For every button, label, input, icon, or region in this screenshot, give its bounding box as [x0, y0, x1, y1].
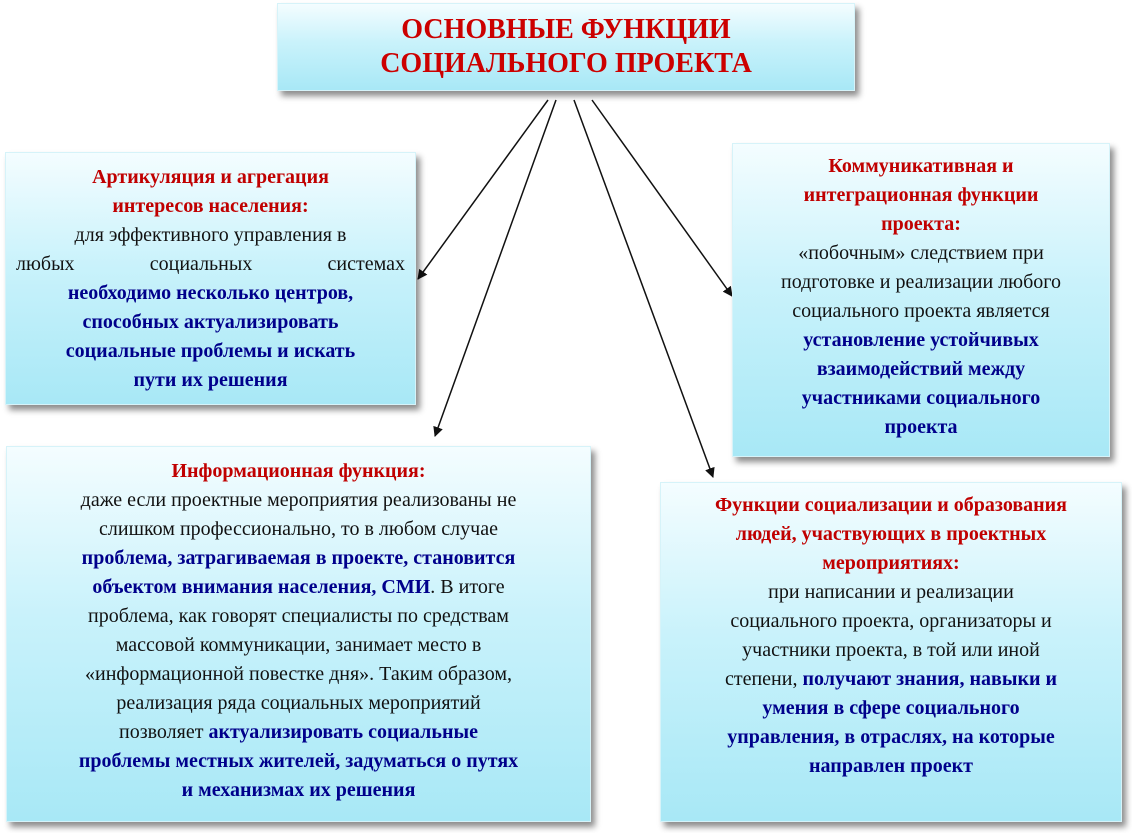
box3-text-6: «информационной повестке дня». Таким образом,	[85, 663, 512, 685]
box3-text-2: слишком профессионально, то в любом случае	[99, 518, 498, 540]
box3-line-4	[17, 573, 580, 602]
box1-bold-2: способных актуализировать	[82, 311, 339, 333]
box4-heading-2: людей, участвующих в проектных	[735, 523, 1047, 545]
box3-line-10	[17, 718, 580, 747]
articulation-function-box	[5, 152, 416, 405]
box4-bold-4: направлен проект	[809, 755, 973, 777]
box1-bold-4: пути их решения	[133, 369, 288, 391]
box4-bold-3: управления, в отраслях, на которые	[727, 726, 1055, 748]
box2-text-1: «побочным» следствием при	[798, 242, 1044, 264]
box3-text-7: реализация ряда социальных мероприятий	[116, 692, 481, 714]
title-box	[277, 3, 855, 91]
box3-text-8: позволяет	[119, 721, 209, 743]
box2-heading-1: Коммуникативная и	[828, 155, 1014, 177]
communicative-function-box	[732, 143, 1110, 457]
title-line-1: ОСНОВНЫЕ ФУНКЦИИ	[401, 14, 731, 45]
box3-text-1: даже если проектные мероприятия реализованы не	[80, 489, 517, 511]
box4-line-7	[671, 665, 1111, 694]
box3-bold-1: проблема, затрагиваемая в проекте, становится	[81, 547, 516, 569]
box2-bold-3: участниками социального	[801, 387, 1041, 409]
box3-text-3: . В итоге	[430, 576, 505, 598]
box3-bold-2: объектом внимания населения, СМИ	[92, 576, 431, 598]
box4-heading-1: Функции социализации и образования	[715, 494, 1067, 516]
box2-bold-4: проекта	[884, 416, 958, 438]
box1-text-1: для эффективного управления в	[74, 224, 347, 246]
box2-heading-2: интеграционная функции	[803, 184, 1039, 206]
arrow-to-articulation	[418, 100, 548, 279]
box4-bold-1: получают знания, навыки и	[802, 668, 1058, 690]
box4-text-1: при написании и реализации	[768, 581, 1014, 603]
arrow-to-communication	[592, 100, 732, 296]
information-function-box	[6, 446, 591, 822]
box3-text-5: массовой коммуникации, занимает место в	[115, 634, 482, 656]
box3-heading: Информационная функция:	[171, 460, 426, 482]
box2-bold-2: взаимодействий между	[816, 358, 1026, 380]
box3-bold-5: и механизмах их решения	[181, 779, 416, 801]
title-line-2: СОЦИАЛЬНОГО ПРОЕКТА	[380, 48, 752, 79]
box2-heading-3: проекта:	[881, 213, 961, 235]
box3-bold-3: актуализировать социальные	[208, 721, 478, 743]
box1-heading-2: интересов населения:	[112, 195, 309, 217]
box1-bold-1: необходимо несколько центров,	[67, 282, 354, 304]
box1-bold-3: социальные проблемы и искать	[65, 340, 356, 362]
box2-bold-1: установление устойчивых	[803, 329, 1039, 351]
box4-text-4: степени,	[724, 668, 803, 690]
arrow-to-information	[435, 100, 556, 436]
box4-text-2: социального проекта, организаторы и	[730, 610, 1052, 632]
box4-heading-3: мероприятиях:	[822, 552, 960, 574]
arrow-to-socialization	[574, 100, 713, 477]
box2-text-3: социального проекта является	[792, 300, 1050, 322]
box4-bold-2: умения в сфере социального	[762, 697, 1020, 719]
box3-text-4: проблема, как говорят специалисты по средствам	[88, 605, 509, 627]
box4-text-3: участники проекта, в той или иной	[742, 639, 1040, 661]
socialization-function-box	[660, 482, 1122, 822]
box2-text-2: подготовке и реализации любого	[780, 271, 1061, 293]
box1-heading-1: Артикуляция и агрегация	[92, 166, 329, 188]
box3-bold-4: проблемы местных жителей, задуматься о путях	[78, 750, 519, 772]
box1-text-2: любых социальных системах	[16, 253, 405, 275]
